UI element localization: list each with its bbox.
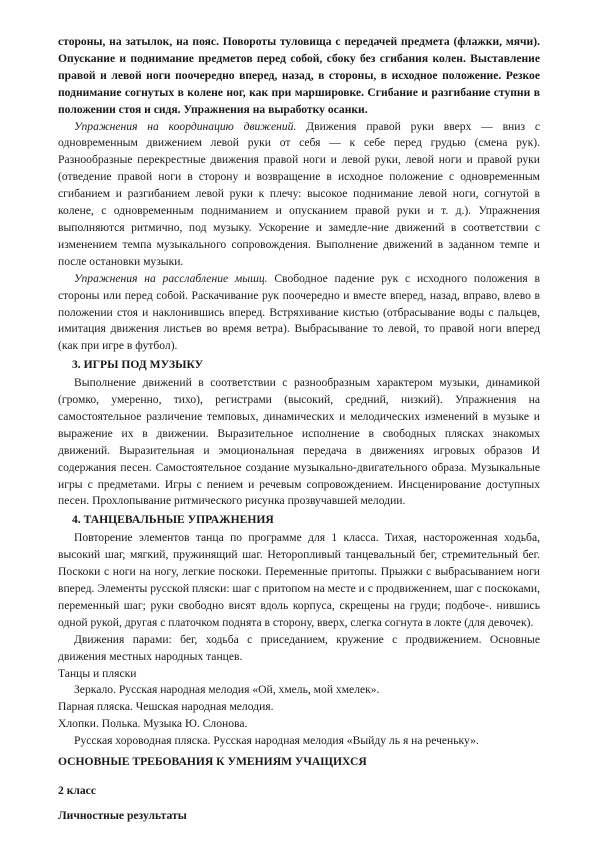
relaxation-title: Упражнения на расслабление мышц. xyxy=(74,271,268,285)
section-3-paragraph: Выполнение движений в соответствии с разнообразным характером музыки, динамикой (громко, умеренно, тихо), регистрами (высокий, средний, низкий). Упражнения на самостоятельное различение темповых, динамических и мелодических изменений в музыке и выражение их в движении. Выразительное исполнение в свободных плясках знакомых движений. Выразительная и эмоциональная передача в движениях игровых образов И содержания песен. Самостоятельное создание музыкально-двигательного образа. Музыкальные игры с предметами. Игры с пением и речевым сопровождением. Инсценирование доступных песен. Прохлопывание ритмического рисунка прозвучавшей мелодии. xyxy=(58,376,540,508)
grade-heading: 2 класс xyxy=(58,783,96,797)
section-4-heading: 4. ТАНЦЕВАЛЬНЫЕ УПРАЖНЕНИЯ xyxy=(72,513,274,527)
coordination-title: Упражнения на координацию движений. xyxy=(74,119,297,133)
dances-title: Танцы и пляски xyxy=(58,666,137,680)
section-4-paragraph: Повторение элементов танца по программе для 1 класса. Тихая, настороженная ходьба, высокий шаг, мягкий, пружинящий шаг. Неторопливый танцевальный бег, стремительный бег. Поскоки с ноги на ногу, легкие поскоки. Переменные притопы. Прыжки с выбрасыванием ноги вперед. Элементы русской пляски: шаг с притопом на месте и с продвижением, шаг с поскоками, переменный шаг; руки свободно висят вдоль корпуса, скрещены на груди; подбоче-. нившись одной рукой, другая с платочком поднята в сторону, вверх, слегка согнута в локте (для девочек). xyxy=(58,531,540,629)
exercise-paragraph: стороны, на затылок, на пояс. Повороты туловища с передачей предмета (флажки, мячи). Опускание и поднимание предметов перед собой, сбоку без сгибания колен. Выставление правой и левой ноги поочередно вперед, назад, в стороны, в исходное положение. Резкое поднимание согнутых в колене ног, как при маршировке. Сгибание и разгибание ступни в положении стоя и сидя. Упражнения на выработку осанки. xyxy=(58,35,540,116)
coordination-paragraph xyxy=(58,119,540,271)
document-page xyxy=(58,34,540,825)
dance-item: Русская хороводная пляска. Русская народная мелодия «Выйду ль я на реченьку». xyxy=(74,734,479,748)
dance-item: Хлопки. Полька. Музыка Ю. Слонова. xyxy=(58,717,248,731)
section-3-heading: 3. ИГРЫ ПОД МУЗЫКУ xyxy=(72,358,204,372)
relaxation-text: Свободное падение рук с исходного положения в стороны или перед собой. Раскачивание рук поочередно и вместе вперед, назад, вправо, влево в положении стоя и наклонившись вперед. Встряхивание кистью (отбрасывание воды с пальцев, имитация движения листьев во время ветра). Выбрасывание то левой, то правой ноги вперед (как при игре в футбол). xyxy=(58,271,540,353)
pairs-paragraph: Движения парами: бег, ходьба с приседанием, кружение с продвижением. Основные движения местных народных танцев. xyxy=(58,632,540,663)
requirements-title: ОСНОВНЫЕ ТРЕБОВАНИЯ К УМЕНИЯМ УЧАЩИХСЯ xyxy=(58,755,367,769)
coordination-text: Движения правой руки вверх — вниз с одновременным движением левой руки от себя — к себе перед грудью (смена рук). Разнообразные перекрестные движения правой ноги и левой руки, левой ноги и правой руки (отведение правой ноги в сторону и возвращение в исходное положение с одновременным сгибанием и разгибанием левой руки к плечу: высокое поднимание левой ноги, согнутой в колене, с одновременным подниманием и опусканием правой руки и т. д.). Упражнения выполняются ритмично, под музыку. Ускорение и замедле-ние движений в соответствии с изменением темпа музыкального сопровождения. Выполнение движений в заданном темпе и после остановки музыки. xyxy=(58,119,540,268)
personal-results-heading: Личностные результаты xyxy=(58,808,187,822)
dance-item: Парная пляска. Чешская народная мелодия. xyxy=(58,700,274,714)
dance-item: Зеркало. Русская народная мелодия «Ой, хмель, мой хмелек». xyxy=(74,683,380,697)
relaxation-paragraph xyxy=(58,271,540,356)
